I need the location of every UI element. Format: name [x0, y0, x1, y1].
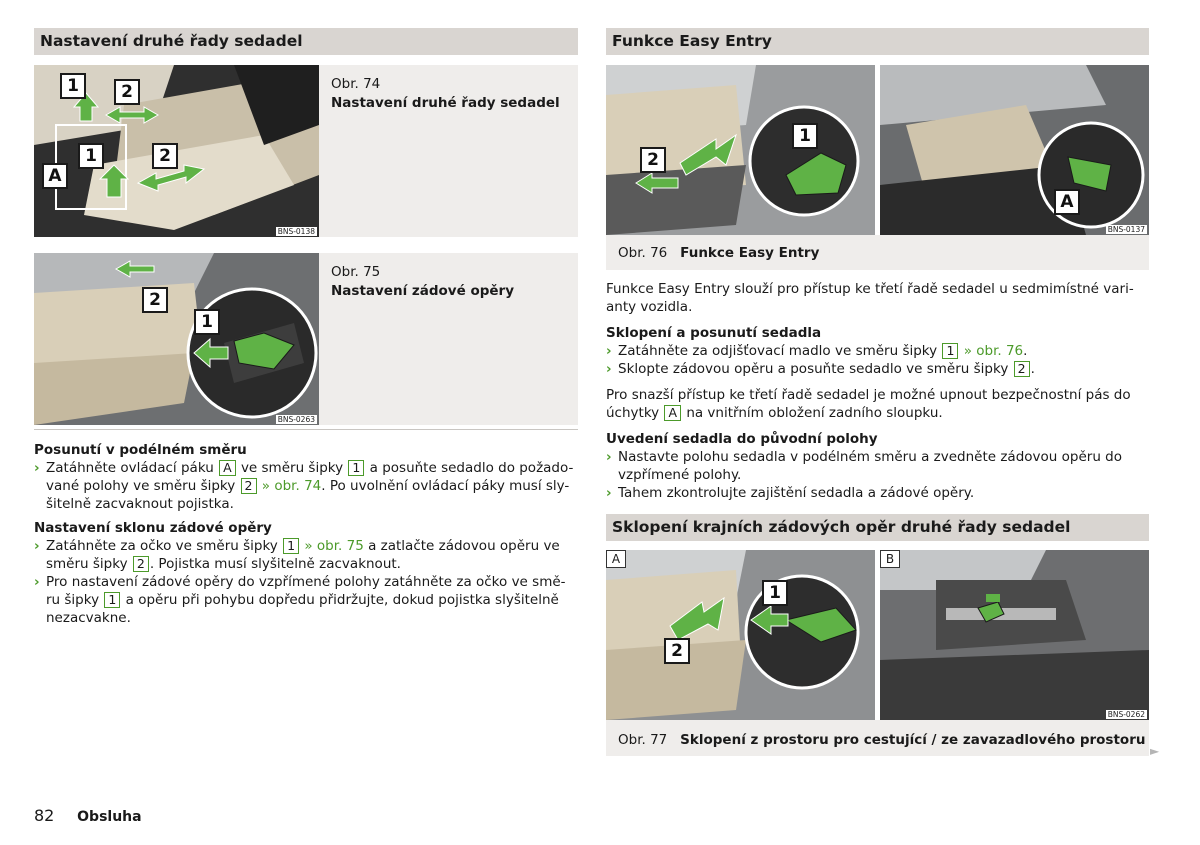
callout-2-top: 2 [114, 79, 140, 105]
figure-74-image [34, 65, 319, 237]
belt-paragraph: Pro snazší přístup ke třetí řadě sedadel je možné upnout bezpečnostní pás do úchytky A na vnitřním obložení zadního sloupku. [606, 387, 1131, 421]
figure-74-caption [331, 75, 560, 113]
bullet-arrow-icon: › [34, 460, 40, 476]
heading-longitudinal: Posunutí v podélném směru [34, 442, 247, 458]
list-item: › Sklopte zádovou opěru a posuňte sedadlo ve směru šipky 2 . [606, 361, 1035, 377]
callout-1-bottom: 1 [78, 143, 104, 169]
figure-title: Nastavení druhé řady sedadel [331, 95, 560, 111]
key-1: 1 [348, 460, 364, 476]
seat-illustration-75 [34, 253, 319, 425]
bullet-arrow-icon: › [606, 361, 612, 377]
callout-2: 2 [664, 638, 690, 664]
figure-title: Nastavení zádové opěry [331, 283, 515, 299]
figure-link[interactable]: » obr. 74 [261, 478, 322, 494]
callout-1: 1 [762, 580, 788, 606]
callout-2: 2 [640, 147, 666, 173]
key-2: 2 [1014, 361, 1030, 377]
figure-code: BNS-0263 [277, 415, 315, 424]
figure-74 [34, 65, 578, 237]
figure-number: Obr. 77 [618, 732, 668, 748]
bullet-arrow-icon: › [606, 485, 612, 501]
figure-75-caption [331, 263, 514, 301]
figure-link[interactable]: » obr. 75 [304, 538, 364, 554]
section-title-easy-entry: Funkce Easy Entry [606, 28, 1149, 55]
figure-77 [606, 550, 1149, 756]
left-column [34, 28, 578, 627]
key-1: 1 [283, 538, 299, 554]
figure-code: BNS-0137 [1107, 225, 1145, 234]
callout-2-bottom: 2 [152, 143, 178, 169]
page-footer [34, 806, 142, 825]
section-title-second-row: Nastavení druhé řady sedadel [34, 28, 578, 55]
figure-code: BNS-0262 [1107, 710, 1145, 719]
figure-77-caption [618, 732, 1145, 748]
callout-a: A [1054, 189, 1080, 215]
figure-title: Funkce Easy Entry [680, 245, 820, 261]
figure-75 [34, 253, 578, 425]
figure-number: Obr. 74 [331, 76, 381, 92]
key-1: 1 [942, 343, 958, 359]
callout-1-top: 1 [60, 73, 86, 99]
figure-number: Obr. 76 [618, 245, 668, 261]
list-item: › Nastavte polohu sedadla v podélném směru a zvedněte zádovou opěru do vzpřímené polohy. [606, 449, 1122, 483]
bullet-arrow-icon: › [606, 343, 612, 359]
callout-1: 1 [194, 309, 220, 335]
bullet-arrow-icon: › [606, 449, 612, 465]
right-column [606, 28, 1149, 756]
callout-1: 1 [792, 123, 818, 149]
panel-label-b: B [880, 550, 900, 568]
heading-restore: Uvedení sedadla do původní polohy [606, 431, 878, 447]
figure-title: Sklopení z prostoru pro cestující / ze zavazadlového prostoru [680, 732, 1146, 748]
continue-arrow-icon: ► [1150, 744, 1160, 758]
panel-label-a: A [606, 550, 626, 568]
figure-76-caption [618, 245, 819, 261]
list-item: › Zatáhněte ovládací páku A ve směru šipky 1 a posuňte sedadlo do požado- vané polohy ve směru šipky 2 » obr. 74. Po uvolnění ovládací páky musí sly- šitelně zacvaknout pojistka. [34, 460, 574, 512]
figure-76 [606, 65, 1149, 270]
callout-a: A [42, 163, 68, 189]
figure-77-image [606, 550, 1149, 720]
figure-76-image [606, 65, 1149, 235]
bullet-arrow-icon: › [34, 538, 40, 554]
section-title-outer-backrests: Sklopení krajních zádových opěr druhé řady sedadel [606, 514, 1149, 541]
section-name: Obsluha [77, 809, 142, 825]
list-item: › Pro nastavení zádové opěry do vzpřímené polohy zatáhněte za očko ve smě- ru šipky 1 a opěru při pohybu dopředu přidržujte, dokud pojistka slyšitelně nezacvakne. [34, 574, 566, 626]
key-2: 2 [241, 478, 257, 494]
callout-2: 2 [142, 287, 168, 313]
page-number: 82 [34, 806, 55, 825]
figure-code: BNS-0138 [277, 227, 315, 236]
figure-link[interactable]: » obr. 76 [963, 343, 1024, 359]
intro-paragraph: Funkce Easy Entry slouží pro přístup ke třetí řadě sedadel u sedmimístné vari- anty vozidla. [606, 281, 1134, 315]
outer-backrest-illustration [606, 550, 1149, 720]
heading-fold-slide: Sklopení a posunutí sedadla [606, 325, 822, 341]
list-item: › Zatáhněte za očko ve směru šipky 1 » obr. 75 a zatlačte zádovou opěru ve směru šipky 2 . Pojistka musí slyšitelně zacvaknout. [34, 538, 560, 572]
key-1: 1 [104, 592, 120, 608]
list-item: › Zatáhněte za odjišťovací madlo ve směru šipky 1 » obr. 76. [606, 343, 1028, 359]
key-a: A [664, 405, 681, 421]
bullet-arrow-icon: › [34, 574, 40, 590]
key-a: A [219, 460, 236, 476]
key-2: 2 [133, 556, 149, 572]
divider [34, 429, 578, 430]
spacer [34, 425, 578, 441]
heading-backrest-tilt: Nastavení sklonu zádové opěry [34, 520, 272, 536]
figure-75-image [34, 253, 319, 425]
figure-number: Obr. 75 [331, 264, 381, 280]
list-item: › Tahem zkontrolujte zajištění sedadla a zádové opěry. [606, 485, 975, 501]
